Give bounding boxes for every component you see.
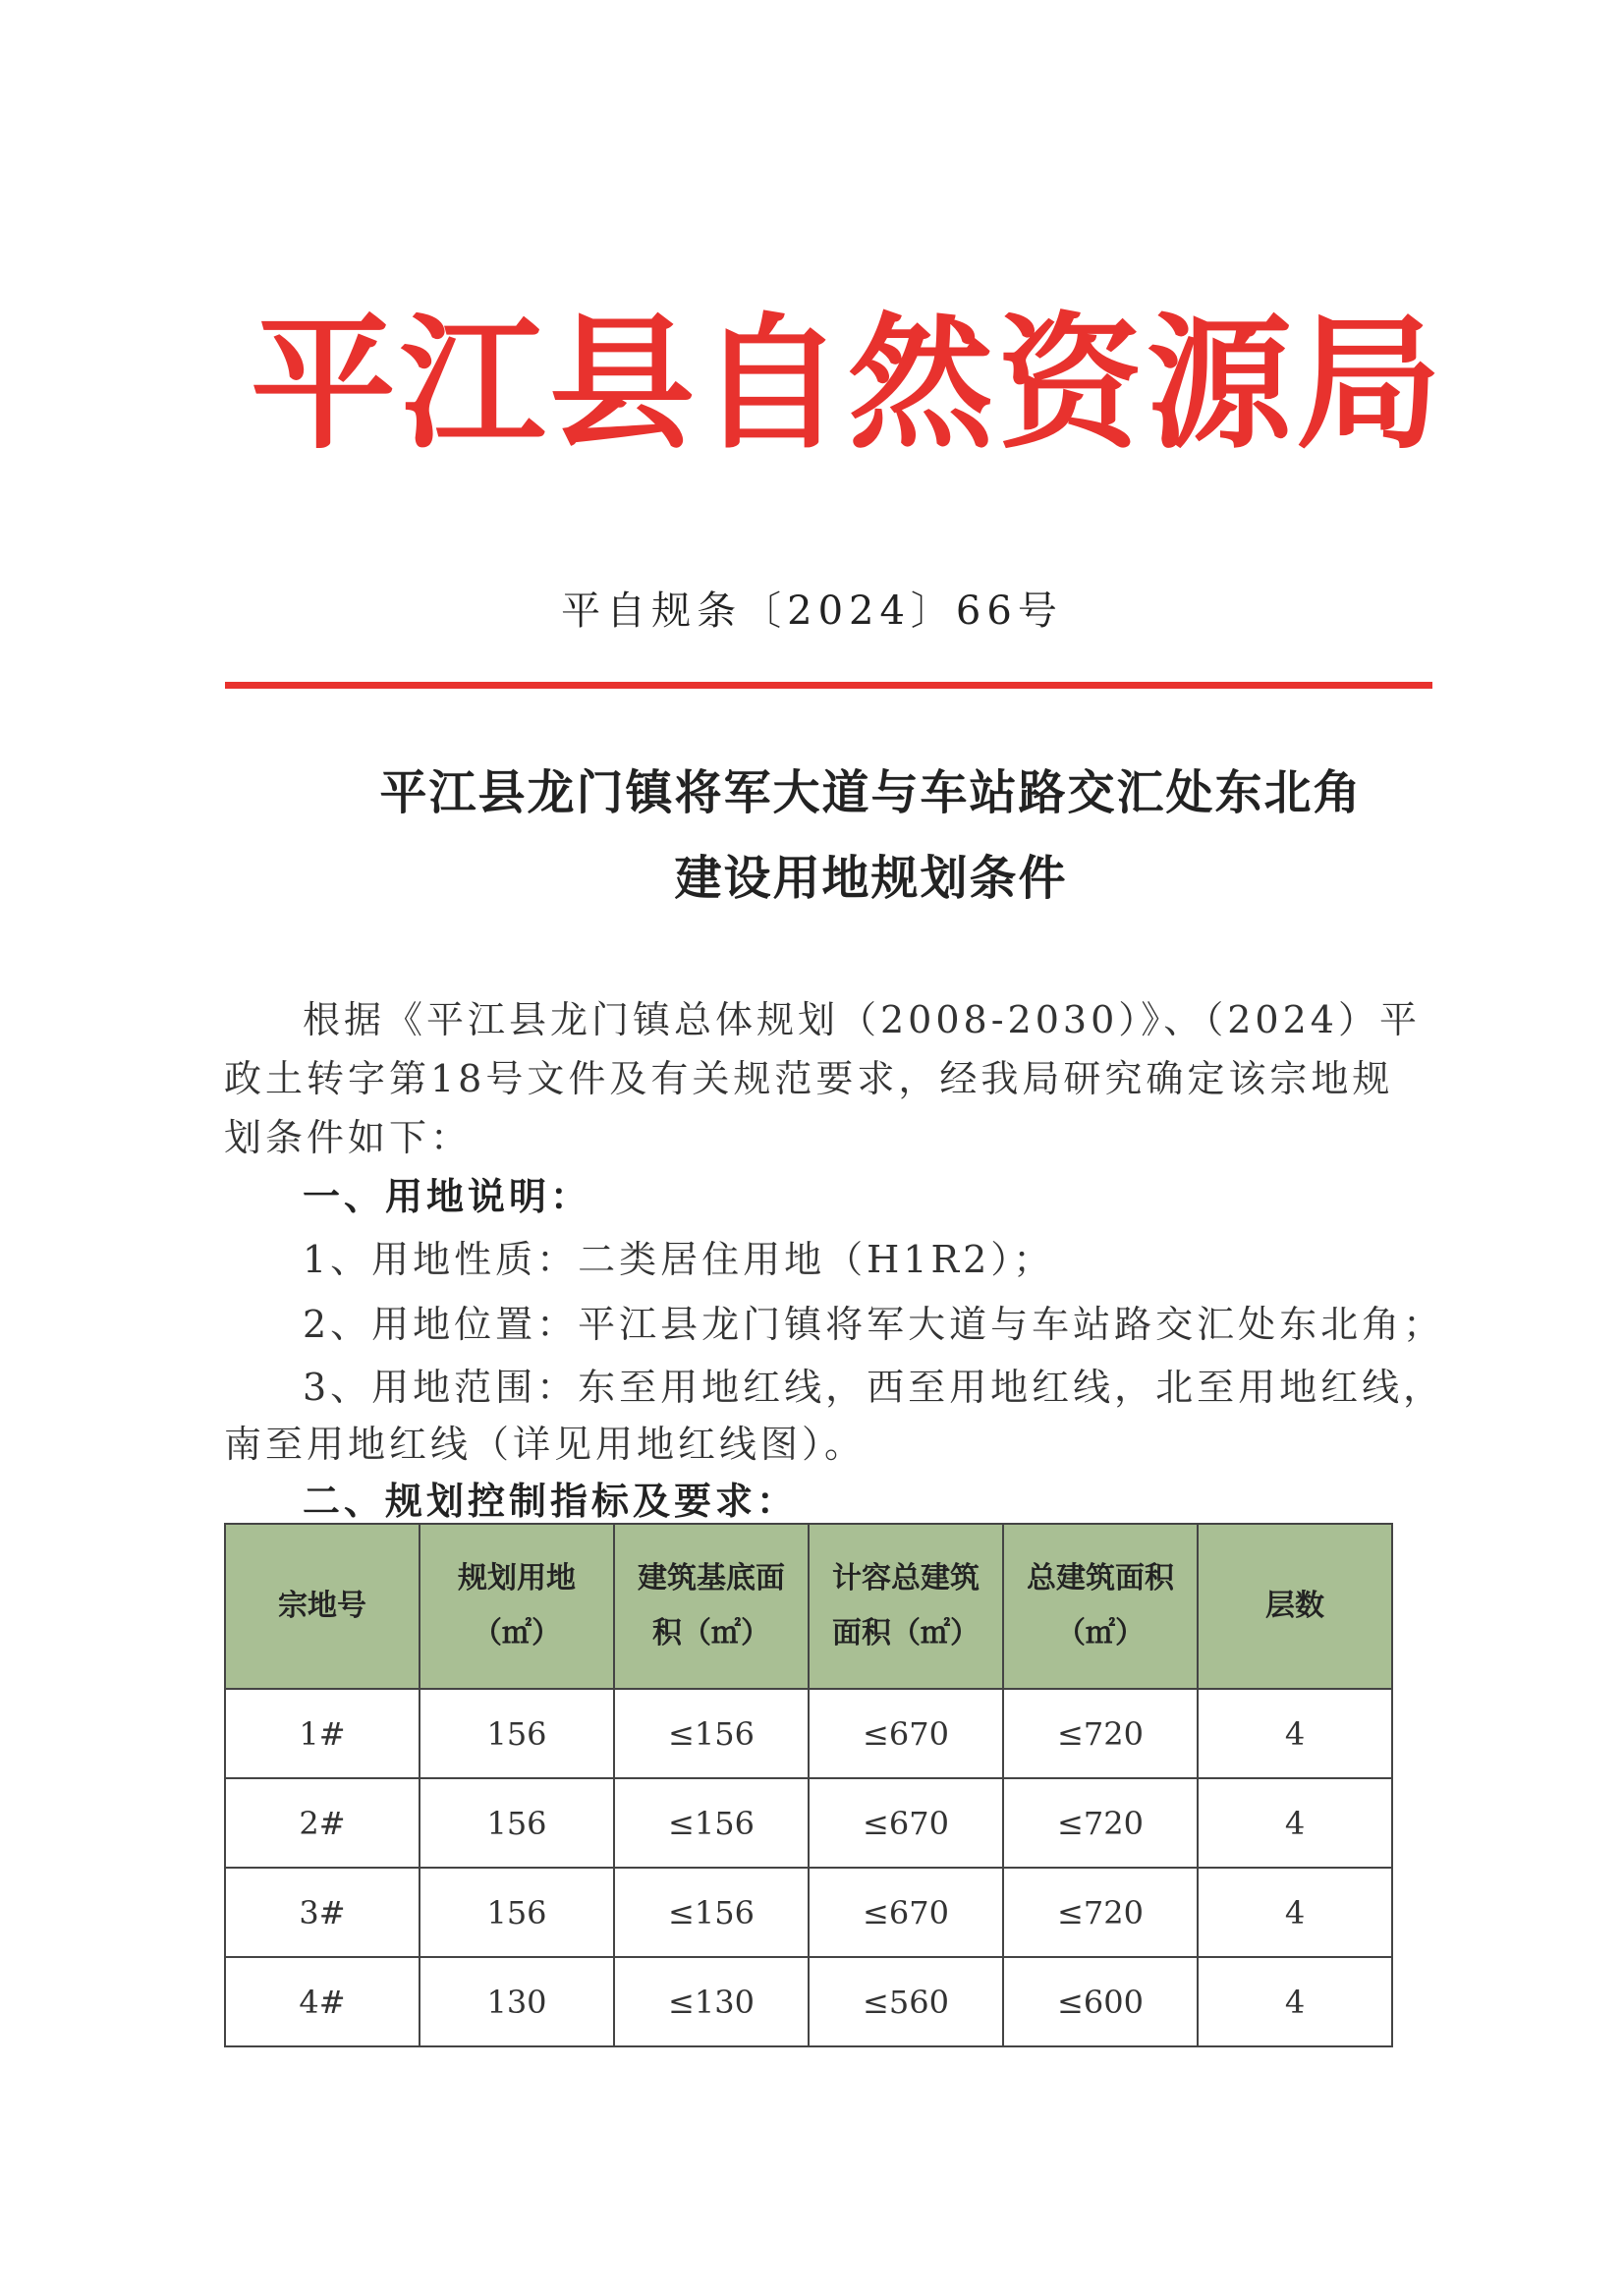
intro-paragraph-line-3: 划条件如下： [224, 1116, 473, 1159]
table-cell: ≤600 [1003, 1957, 1198, 2046]
land-location-item: 2、用地位置：平江县龙门镇将军大道与车站路交汇处东北角； [303, 1303, 1445, 1346]
header-floors: 层数 [1198, 1524, 1392, 1689]
table-cell: 4 [1198, 1689, 1392, 1778]
table-row [225, 1689, 1392, 1778]
table-cell: 156 [420, 1778, 614, 1868]
document-title-line-2: 建设用地规划条件 [674, 851, 1068, 906]
section-heading-planning-indicators: 二、规划控制指标及要求： [303, 1479, 799, 1523]
table-cell: 4 [1198, 1957, 1392, 2046]
table-cell: ≤156 [614, 1778, 809, 1868]
table-cell: 1# [225, 1689, 420, 1778]
land-use-nature-item: 1、用地性质：二类居住用地（H1R2）； [303, 1238, 1055, 1281]
header-building-footprint: 建筑基底面 积（㎡） [614, 1524, 809, 1689]
table-row [225, 1868, 1392, 1957]
land-boundary-item-line-1: 3、用地范围：东至用地红线，西至用地红线，北至用地红线， [303, 1366, 1445, 1409]
table-cell: ≤720 [1003, 1868, 1198, 1957]
table-cell: ≤130 [614, 1957, 809, 2046]
table-header-row [225, 1524, 1392, 1689]
land-boundary-item-line-2: 南至用地红线（详见用地红线图）。 [224, 1423, 867, 1466]
header-planned-land-area: 规划用地 （㎡） [420, 1524, 614, 1689]
table-row [225, 1957, 1392, 2046]
intro-paragraph-line-2: 政土转字第18号文件及有关规范要求，经我局研究确定该宗地规 [224, 1057, 1394, 1100]
table-row [225, 1778, 1392, 1868]
table-cell: 3# [225, 1868, 420, 1957]
section-heading-land-description: 一、用地说明： [303, 1174, 592, 1218]
table-cell: 4 [1198, 1868, 1392, 1957]
document-title-line-1: 平江县龙门镇将军大道与车站路交汇处东北角 [379, 765, 1363, 820]
table-cell: ≤560 [809, 1957, 1003, 2046]
table-cell: 130 [420, 1957, 614, 2046]
table-cell: 156 [420, 1868, 614, 1957]
red-divider-line [225, 682, 1432, 689]
table-cell: ≤670 [809, 1689, 1003, 1778]
table-cell: ≤670 [809, 1868, 1003, 1957]
header-far-floor-area: 计容总建筑 面积（㎡） [809, 1524, 1003, 1689]
document-number: 平自规条〔2024〕66号 [561, 588, 1063, 634]
header-parcel-number: 宗地号 [225, 1524, 420, 1689]
table-cell: 4 [1198, 1778, 1392, 1868]
planning-indicators-table [224, 1523, 1393, 2047]
table-cell: 4# [225, 1957, 420, 2046]
table-cell: ≤720 [1003, 1689, 1198, 1778]
issuer-masthead: 平江县自然资源局 [251, 298, 1445, 469]
header-total-floor-area: 总建筑面积 （㎡） [1003, 1524, 1198, 1689]
intro-paragraph-line-1: 根据《平江县龙门镇总体规划（2008-2030）》、（2024）平 [303, 998, 1421, 1041]
table-cell: 156 [420, 1689, 614, 1778]
table-cell: ≤720 [1003, 1778, 1198, 1868]
table-cell: ≤670 [809, 1778, 1003, 1868]
table-cell: ≤156 [614, 1689, 809, 1778]
table-cell: 2# [225, 1778, 420, 1868]
table-cell: ≤156 [614, 1868, 809, 1957]
